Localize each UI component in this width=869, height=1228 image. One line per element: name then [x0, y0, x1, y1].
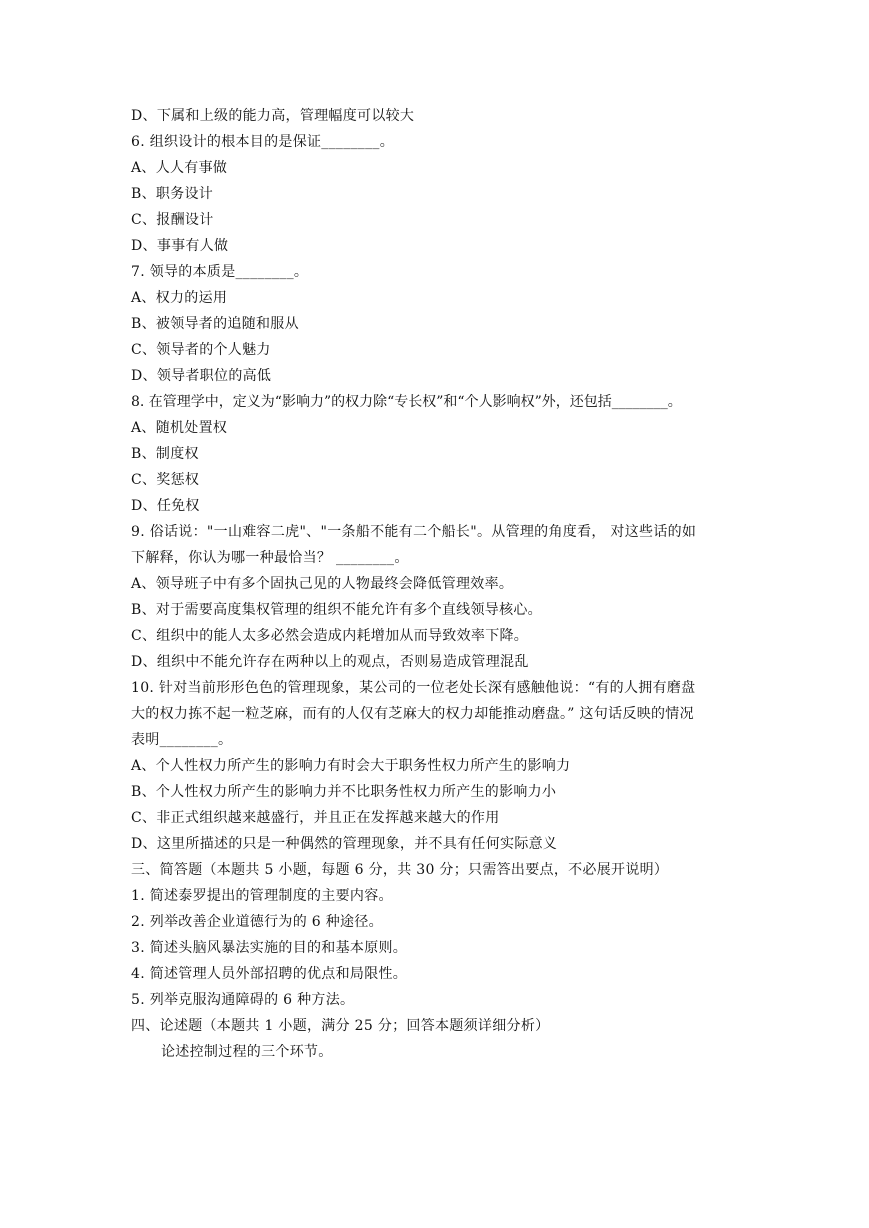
- option-line: A、权力的运用: [131, 290, 228, 306]
- option-line: A、个人性权力所产生的影响力有时会大于职务性权力所产生的影响力: [131, 758, 571, 774]
- question-line: 下解释，你认为哪一种最恰当？ ________。: [131, 550, 409, 566]
- option-line: C、奖惩权: [131, 472, 200, 488]
- option-line: B、职务设计: [131, 186, 214, 202]
- option-line: A、随机处置权: [131, 420, 228, 436]
- question-line: 6. 组织设计的根本目的是保证________。: [131, 134, 395, 150]
- option-line: A、领导班子中有多个固执己见的人物最终会降低管理效率。: [131, 576, 514, 592]
- question-line: 9. 俗话说："一山难容二虎"、"一条船不能有二个船长"。从管理的角度看， 对这些话的如: [131, 524, 697, 540]
- question-line: 1. 简述泰罗提出的管理制度的主要内容。: [131, 888, 393, 904]
- option-line: B、制度权: [131, 446, 199, 462]
- option-line: D、组织中不能允许存在两种以上的观点，否则易造成管理混乱: [131, 654, 529, 670]
- question-line: 3. 简述头脑风暴法实施的目的和基本原则。: [131, 940, 408, 956]
- option-line: D、任免权: [131, 498, 200, 514]
- question-line: 4. 简述管理人员外部招聘的优点和局限性。: [131, 966, 408, 982]
- option-line: D、领导者职位的高低: [131, 368, 272, 384]
- question-line: 8. 在管理学中，定义为“影响力”的权力除“专长权”和“个人影响权”外，还包括________。: [131, 394, 682, 410]
- essay-question: 论述控制过程的三个环节。: [161, 1044, 333, 1060]
- option-line: D、这里所描述的只是一种偶然的管理现象，并不具有任何实际意义: [131, 836, 558, 852]
- option-line: C、组织中的能人太多必然会造成内耗增加从而导致效率下降。: [131, 628, 529, 644]
- option-line: D、事事有人做: [131, 238, 229, 254]
- option-line: C、报酬设计: [131, 212, 214, 228]
- option-line: B、对于需要高度集权管理的组织不能允许有多个直线领导核心。: [131, 602, 542, 618]
- question-line: 7. 领导的本质是________。: [131, 264, 309, 280]
- option-line: C、领导者的个人魅力: [131, 342, 271, 358]
- option-line: C、非正式组织越来越盛行，并且正在发挥越来越大的作用: [131, 810, 500, 826]
- question-line: 10. 针对当前形形色色的管理现象，某公司的一位老处长深有感触他说：“有的人拥有磨盘: [131, 680, 696, 696]
- option-line: B、个人性权力所产生的影响力并不比职务性权力所产生的影响力小: [131, 784, 557, 800]
- section-heading: 三、简答题（本题共 5 小题，每题 6 分，共 30 分；只需答出要点，不必展开说明）: [131, 862, 669, 878]
- question-line: 大的权力拣不起一粒芝麻，而有的人仅有芝麻大的权力却能推动磨盘。” 这句话反映的情况: [131, 706, 694, 722]
- option-line: B、被领导者的追随和服从: [131, 316, 299, 332]
- option-line: A、人人有事做: [131, 160, 228, 176]
- question-line: 5. 列举克服沟通障碍的 6 种方法。: [131, 992, 355, 1008]
- option-line: D、下属和上级的能力高，管理幅度可以较大: [131, 108, 415, 124]
- question-line: 表明________。: [131, 732, 233, 748]
- section-heading: 四、论述题（本题共 1 小题，满分 25 分；回答本题须详细分析）: [131, 1018, 550, 1034]
- question-line: 2. 列举改善企业道德行为的 6 种途径。: [131, 914, 383, 930]
